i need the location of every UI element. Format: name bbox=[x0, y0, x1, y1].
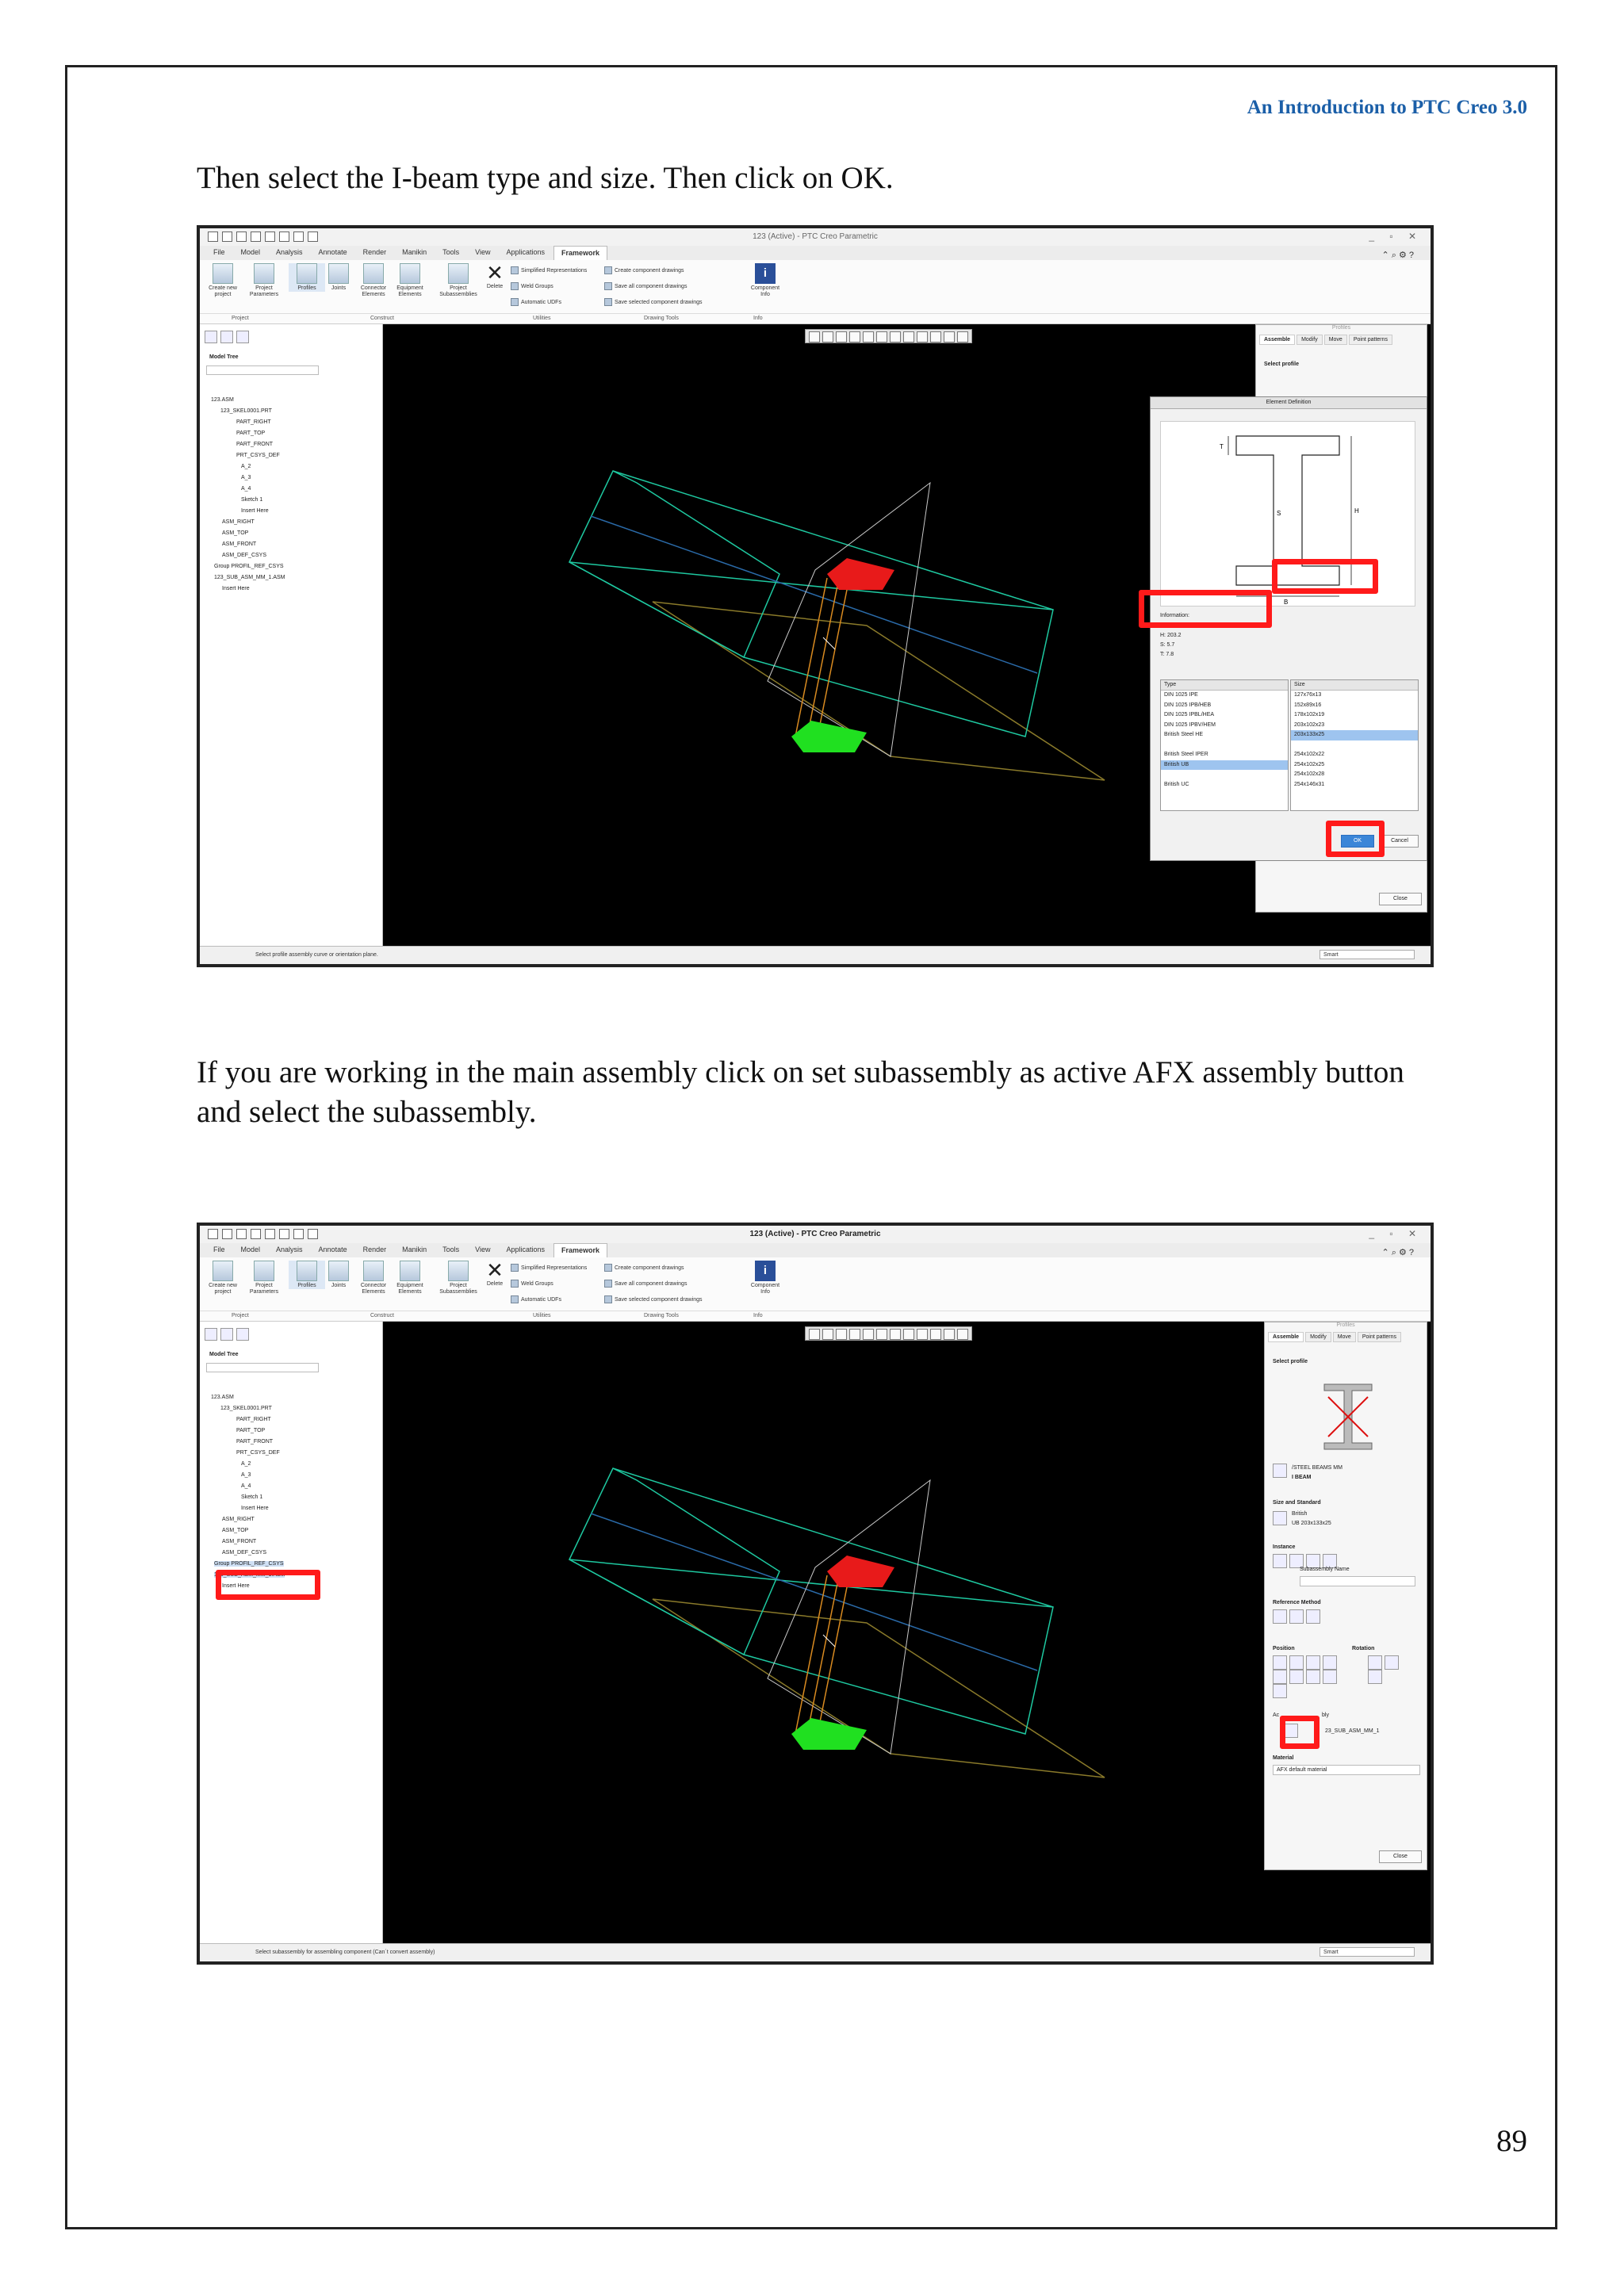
tab-move[interactable]: Move bbox=[1324, 335, 1347, 345]
panel-tabs bbox=[1259, 335, 1392, 345]
tab-modify[interactable]: Modify bbox=[1305, 1332, 1331, 1342]
title-bar bbox=[200, 1226, 1431, 1244]
size-list[interactable]: Size 127x76x13 152x89x16 178x102x19 203x102x23 203x133x25 254x102x22 254x102x25 254x102x28 254x146x31 bbox=[1290, 679, 1419, 811]
tree-item[interactable]: ASM_RIGHT bbox=[222, 1517, 255, 1522]
tab-view[interactable]: View bbox=[475, 1246, 491, 1253]
ribbon-group-labels: Project Construct Utilities Drawing Tools Info bbox=[200, 1311, 1431, 1321]
tree-item[interactable]: ASM_RIGHT bbox=[222, 519, 255, 525]
profiles-button[interactable]: Profiles bbox=[289, 1261, 325, 1289]
tab-model[interactable]: Model bbox=[240, 248, 261, 256]
size-value: UB 203x133x25 bbox=[1292, 1521, 1331, 1526]
create-new-project-button[interactable]: Create new project bbox=[205, 1261, 241, 1295]
rotation-buttons[interactable] bbox=[1368, 1655, 1408, 1684]
tree-item[interactable]: Insert Here bbox=[222, 586, 250, 591]
tab-point-patterns[interactable]: Point patterns bbox=[1349, 335, 1392, 345]
weld-groups-button[interactable]: Weld Groups bbox=[511, 282, 553, 290]
highlight-subassembly-tree-box bbox=[216, 1570, 320, 1600]
dialog-title: Element Definition bbox=[1151, 397, 1427, 409]
subassemblies-icon bbox=[448, 1261, 469, 1281]
parameters-icon bbox=[254, 263, 274, 284]
create-component-drawings-button[interactable]: Create component drawings bbox=[604, 266, 684, 274]
automatic-udfs-button[interactable]: Automatic UDFs bbox=[511, 298, 561, 306]
profile-library-path: /STEEL BEAMS MM bbox=[1292, 1465, 1342, 1471]
rotation-label: Rotation bbox=[1352, 1646, 1375, 1651]
tab-annotate[interactable]: Annotate bbox=[318, 1246, 347, 1253]
model-tree-title: Model Tree bbox=[209, 354, 239, 360]
tab-framework[interactable]: Framework bbox=[553, 246, 607, 260]
tree-item[interactable]: PRT_CSYS_DEF bbox=[236, 1450, 280, 1456]
delete-button[interactable]: ✕ Delete bbox=[486, 1258, 504, 1287]
screenshot-profile-dialog bbox=[197, 225, 1434, 967]
tab-view[interactable]: View bbox=[475, 248, 491, 256]
highlight-ok-box bbox=[1326, 821, 1385, 857]
delete-icon: ✕ bbox=[486, 1258, 504, 1282]
tab-annotate[interactable]: Annotate bbox=[318, 248, 347, 256]
list-item[interactable]: 152x89x16 bbox=[1294, 702, 1322, 708]
subassembly-name-input[interactable] bbox=[1300, 1576, 1415, 1586]
panel-close-button[interactable]: Close bbox=[1379, 893, 1422, 905]
profiles-icon bbox=[297, 263, 317, 284]
highlight-type-box bbox=[1139, 590, 1272, 628]
tree-item[interactable]: Insert Here bbox=[241, 1506, 269, 1511]
profile-name: I BEAM bbox=[1292, 1475, 1312, 1480]
title-bar bbox=[200, 228, 1431, 247]
model-tree-panel bbox=[200, 324, 383, 947]
profile-preview[interactable] bbox=[1320, 1381, 1376, 1454]
tab-render[interactable]: Render bbox=[362, 1246, 387, 1253]
selection-filter[interactable]: Smart bbox=[1320, 1947, 1415, 1957]
tree-item[interactable]: 123_SUB_ASM_MM_1.ASM bbox=[214, 575, 285, 580]
connector-elements-button[interactable]: Connector Elements bbox=[355, 1261, 392, 1295]
profiles-panel: Profiles Assemble Modify Move Point patterns Select profile /STEEL BEAMS MM I BEAM Size and Standard British UB 203x133x25 Instance Subassembly Name Reference Method Position Rotation Ac bly 23_SUB_ASM_MM_1 Material AFX default material Close bbox=[1264, 1322, 1427, 1870]
project-parameters-button[interactable]: Project Parameters bbox=[246, 1261, 282, 1295]
equipment-icon bbox=[400, 263, 420, 284]
project-subassemblies-button[interactable]: Project Subassemblies bbox=[435, 263, 482, 298]
help-icon[interactable]: ⌃ ⌕ ⚙ ? bbox=[1381, 251, 1414, 260]
list-item[interactable]: DIN 1025 IPBL/HEA bbox=[1164, 712, 1215, 718]
tab-applications[interactable]: Applications bbox=[506, 248, 546, 256]
paragraph-1: Then select the I-beam type and size. Then click on OK. bbox=[197, 161, 894, 195]
position-label: Position bbox=[1273, 1646, 1295, 1651]
list-item[interactable] bbox=[1291, 740, 1418, 751]
tree-item[interactable]: Insert Here bbox=[222, 1583, 250, 1589]
save-all-drawings-button[interactable]: Save all component drawings bbox=[604, 1280, 687, 1288]
tab-modify[interactable]: Modify bbox=[1297, 335, 1323, 345]
tree-item[interactable]: A_4 bbox=[241, 1483, 251, 1489]
tree-item-selected[interactable]: 123_SUB_ASM_MM_1.ASM bbox=[214, 1572, 285, 1578]
ok-button[interactable]: OK bbox=[1341, 835, 1374, 848]
parameters-icon bbox=[254, 1261, 274, 1281]
list-item[interactable]: DIN 1025 IPB/HEB bbox=[1164, 702, 1212, 708]
select-profile-label: Select profile bbox=[1273, 1359, 1308, 1364]
new-project-icon bbox=[213, 1261, 233, 1281]
tree-item[interactable]: Sketch 1 bbox=[241, 497, 263, 503]
tree-item[interactable]: A_3 bbox=[241, 1472, 251, 1478]
ribbon bbox=[200, 1257, 1431, 1322]
active-assembly-label-start: Ac bbox=[1273, 1712, 1280, 1718]
info-icon: i bbox=[755, 1261, 776, 1281]
subassembly-name-label: Subassembly Name bbox=[1300, 1567, 1350, 1572]
project-parameters-button[interactable]: Project Parameters bbox=[246, 263, 282, 298]
information-label: Information: bbox=[1160, 613, 1189, 618]
list-item[interactable]: DIN 1025 IPBV/HEM bbox=[1164, 721, 1216, 728]
tree-item[interactable]: 123.ASM bbox=[211, 397, 234, 403]
tree-item[interactable]: PART_RIGHT bbox=[236, 419, 271, 425]
type-list[interactable]: Type DIN 1025 IPE DIN 1025 IPB/HEB DIN 1025 IPBL/HEA DIN 1025 IPBV/HEM British Steel HE British Steel IPER British UB British UC bbox=[1160, 679, 1289, 811]
create-new-project-button[interactable]: Create new project bbox=[205, 263, 241, 298]
profile-library-icon[interactable] bbox=[1273, 1464, 1287, 1478]
tree-item[interactable]: A_2 bbox=[241, 1461, 251, 1467]
tree-item[interactable]: PART_RIGHT bbox=[236, 1417, 271, 1422]
tab-assemble[interactable]: Assemble bbox=[1268, 1332, 1304, 1342]
active-assembly-label-end: bly bbox=[1322, 1712, 1329, 1718]
automatic-udfs-button[interactable]: Automatic UDFs bbox=[511, 1295, 561, 1303]
tree-item[interactable]: Insert Here bbox=[241, 508, 269, 514]
active-assembly-value: 23_SUB_ASM_MM_1 bbox=[1325, 1728, 1380, 1734]
subassemblies-icon bbox=[448, 263, 469, 284]
list-item[interactable]: 254x102x25 bbox=[1294, 761, 1325, 767]
joints-icon bbox=[328, 1261, 349, 1281]
help-icon[interactable]: ⌃ ⌕ ⚙ ? bbox=[1381, 1248, 1414, 1257]
tree-item[interactable]: Sketch 1 bbox=[241, 1494, 263, 1500]
tree-item[interactable]: Group PROFIL_REF_CSYS bbox=[214, 564, 284, 569]
status-message: Select subassembly for assembling component (Can´t convert assembly) bbox=[255, 1950, 435, 1955]
window-controls[interactable]: _ ▫ ✕ bbox=[1369, 231, 1423, 242]
reference-method-label: Reference Method bbox=[1273, 1600, 1321, 1605]
tree-item[interactable]: 123.ASM bbox=[211, 1395, 234, 1400]
component-info-button[interactable]: i Component Info bbox=[747, 263, 783, 298]
running-header: An Introduction to PTC Creo 3.0 bbox=[1247, 97, 1527, 118]
tab-applications[interactable]: Applications bbox=[506, 1246, 546, 1253]
page-number: 89 bbox=[1496, 2124, 1527, 2158]
tree-item[interactable]: PART_FRONT bbox=[236, 1439, 274, 1445]
profiles-button[interactable]: Profiles bbox=[289, 263, 325, 292]
model-tree-title: Model Tree bbox=[209, 1352, 239, 1357]
component-info-button[interactable]: i Component Info bbox=[747, 1261, 783, 1295]
cancel-button[interactable]: Cancel bbox=[1381, 835, 1419, 848]
list-item[interactable]: British Steel HE bbox=[1164, 732, 1204, 737]
tab-analysis[interactable]: Analysis bbox=[276, 1246, 303, 1253]
size-standard-label: Size and Standard bbox=[1273, 1500, 1321, 1506]
svg-text:T: T bbox=[1220, 443, 1224, 450]
status-bar bbox=[200, 946, 1431, 964]
tab-analysis[interactable]: Analysis bbox=[276, 248, 303, 256]
delete-icon: ✕ bbox=[486, 261, 504, 285]
status-message: Select profile assembly curve or orientation plane. bbox=[255, 952, 378, 958]
connector-icon bbox=[363, 1261, 384, 1281]
tree-item[interactable]: ASM_FRONT bbox=[222, 1539, 257, 1544]
simplified-representations-button[interactable]: Simplified Representations bbox=[511, 266, 587, 274]
tab-tools[interactable]: Tools bbox=[442, 248, 460, 256]
tree-item[interactable]: A_3 bbox=[241, 475, 251, 480]
tab-model[interactable]: Model bbox=[240, 1246, 261, 1253]
window-title: 123 (Active) - PTC Creo Parametric bbox=[753, 232, 878, 241]
info-icon: i bbox=[755, 263, 776, 284]
equipment-elements-button[interactable]: Equipment Elements bbox=[392, 1261, 428, 1295]
highlight-active-asm-button-box bbox=[1280, 1716, 1320, 1749]
tree-item[interactable]: ASM_TOP bbox=[222, 1528, 249, 1533]
reference-method-buttons[interactable] bbox=[1273, 1609, 1323, 1624]
tree-filter-input[interactable] bbox=[206, 1363, 319, 1372]
list-item[interactable]: 203x102x23 bbox=[1294, 721, 1325, 728]
tree-item[interactable]: PART_TOP bbox=[236, 430, 266, 436]
status-bar bbox=[200, 1943, 1431, 1961]
material-label: Material bbox=[1273, 1755, 1294, 1761]
list-item-selected[interactable]: British UB bbox=[1161, 760, 1288, 771]
profiles-panel: Profiles Assemble Modify Move Point patterns Select profile Close bbox=[1255, 324, 1427, 913]
window-title: 123 (Active) - PTC Creo Parametric bbox=[749, 1230, 881, 1238]
ribbon-tabs bbox=[200, 246, 1431, 260]
tree-item[interactable]: A_2 bbox=[241, 464, 251, 469]
svg-text:B: B bbox=[1284, 599, 1289, 606]
tab-assemble[interactable]: Assemble bbox=[1259, 335, 1295, 345]
save-selected-drawings-button[interactable]: Save selected component drawings bbox=[604, 1295, 703, 1303]
joints-button[interactable]: Joints bbox=[320, 263, 357, 292]
ribbon-group-labels: Project Construct Utilities Drawing Tools Info bbox=[200, 313, 1431, 323]
project-subassemblies-button[interactable]: Project Subassemblies bbox=[435, 1261, 482, 1295]
tab-render[interactable]: Render bbox=[362, 248, 387, 256]
list-item-selected[interactable]: 203x133x25 bbox=[1291, 730, 1418, 740]
ribbon bbox=[200, 260, 1431, 324]
tab-tools[interactable]: Tools bbox=[442, 1246, 460, 1253]
new-project-icon bbox=[213, 263, 233, 284]
ribbon-tabs bbox=[200, 1243, 1431, 1257]
list-item[interactable]: British UC bbox=[1164, 781, 1189, 787]
list-item[interactable]: DIN 1025 IPE bbox=[1164, 692, 1198, 698]
tree-item[interactable]: PART_TOP bbox=[236, 1428, 266, 1433]
panel-tabs bbox=[1268, 1332, 1401, 1342]
selection-filter[interactable]: Smart bbox=[1320, 950, 1415, 959]
screenshot-active-subassembly bbox=[197, 1223, 1434, 1965]
tab-file[interactable]: File bbox=[213, 1246, 225, 1253]
position-grid[interactable] bbox=[1273, 1655, 1344, 1698]
view-toolbar[interactable] bbox=[805, 1326, 972, 1341]
create-component-drawings-button[interactable]: Create component drawings bbox=[604, 1264, 684, 1272]
instance-label: Instance bbox=[1273, 1544, 1296, 1550]
tab-move[interactable]: Move bbox=[1333, 1332, 1356, 1342]
material-select[interactable]: AFX default material bbox=[1273, 1765, 1420, 1775]
svg-text:S: S bbox=[1277, 510, 1281, 517]
tab-manikin[interactable]: Manikin bbox=[402, 248, 427, 256]
joints-icon bbox=[328, 263, 349, 284]
list-item[interactable]: 127x76x13 bbox=[1294, 692, 1322, 698]
list-item[interactable]: 254x102x28 bbox=[1294, 771, 1325, 777]
tree-filter-input[interactable] bbox=[206, 365, 319, 375]
tab-point-patterns[interactable]: Point patterns bbox=[1358, 1332, 1401, 1342]
highlight-size-box bbox=[1272, 559, 1378, 594]
tab-file[interactable]: File bbox=[213, 248, 225, 256]
tree-item[interactable]: ASM_DEF_CSYS bbox=[222, 1550, 267, 1556]
model-tree-panel bbox=[200, 1322, 383, 1944]
tree-item-selected[interactable]: Group PROFIL_REF_CSYS bbox=[214, 1561, 284, 1567]
panel-close-button[interactable]: Close bbox=[1379, 1850, 1422, 1863]
size-icon[interactable] bbox=[1273, 1511, 1287, 1525]
list-item[interactable]: 254x146x31 bbox=[1294, 781, 1325, 787]
tree-item[interactable]: PRT_CSYS_DEF bbox=[236, 453, 280, 458]
tree-item[interactable]: ASM_TOP bbox=[222, 530, 249, 536]
profiles-icon bbox=[297, 1261, 317, 1281]
standard-value: British bbox=[1292, 1511, 1308, 1517]
tree-item[interactable]: A_4 bbox=[241, 486, 251, 492]
tree-toolbar[interactable] bbox=[205, 1328, 249, 1341]
save-selected-drawings-button[interactable]: Save selected component drawings bbox=[604, 298, 703, 306]
list-item[interactable]: 178x102x19 bbox=[1294, 712, 1325, 718]
tree-item[interactable]: PART_FRONT bbox=[236, 442, 274, 447]
paragraph-2: If you are working in the main assembly click on set subassembly as active AFX assembly button and select the subassembly. bbox=[197, 1055, 1404, 1129]
tree-item[interactable]: 123_SKEL0001.PRT bbox=[220, 1406, 272, 1411]
save-all-drawings-button[interactable]: Save all component drawings bbox=[604, 282, 687, 290]
joints-button[interactable]: Joints bbox=[320, 1261, 357, 1289]
element-definition-dialog: Element Definition H B S T Information: B: 133.2 H: 203.2 S: 5.7 T: 7.8 Type DIN 1025 IPE DIN 1025 IPB/HEB DIN 1025 IPBL/HEA DIN 1025 IPBV/HEM British Steel HE British Steel IPER British UB British UC Size 127x76x13 152x89x16 178x102x19 203x102x23 203x133x25 254x102x22 254x102x25 254x102x28 254x146x31 OK Cancel bbox=[1150, 396, 1427, 861]
tree-item[interactable]: ASM_FRONT bbox=[222, 541, 257, 547]
connector-icon bbox=[363, 263, 384, 284]
simplified-representations-button[interactable]: Simplified Representations bbox=[511, 1264, 587, 1272]
equipment-icon bbox=[400, 1261, 420, 1281]
delete-button[interactable]: ✕ Delete bbox=[486, 261, 504, 289]
tab-manikin[interactable]: Manikin bbox=[402, 1246, 427, 1253]
equipment-elements-button[interactable]: Equipment Elements bbox=[392, 263, 428, 298]
tree-item[interactable]: 123_SKEL0001.PRT bbox=[220, 408, 272, 414]
view-toolbar[interactable] bbox=[805, 329, 972, 343]
window-controls[interactable]: _ ▫ ✕ bbox=[1369, 1228, 1423, 1239]
connector-elements-button[interactable]: Connector Elements bbox=[355, 263, 392, 298]
list-item[interactable]: 254x102x22 bbox=[1294, 752, 1325, 757]
svg-text:H: H bbox=[1354, 507, 1359, 515]
tree-item[interactable]: ASM_DEF_CSYS bbox=[222, 553, 267, 558]
ibeam-preview-icon bbox=[1320, 1381, 1376, 1452]
list-item[interactable]: British Steel IPER bbox=[1164, 752, 1208, 757]
select-profile-label: Select profile bbox=[1264, 362, 1299, 367]
list-item[interactable] bbox=[1161, 770, 1288, 780]
tree-toolbar[interactable] bbox=[205, 331, 249, 343]
list-item[interactable] bbox=[1161, 740, 1288, 751]
weld-groups-button[interactable]: Weld Groups bbox=[511, 1280, 553, 1288]
tab-framework[interactable]: Framework bbox=[553, 1243, 607, 1257]
